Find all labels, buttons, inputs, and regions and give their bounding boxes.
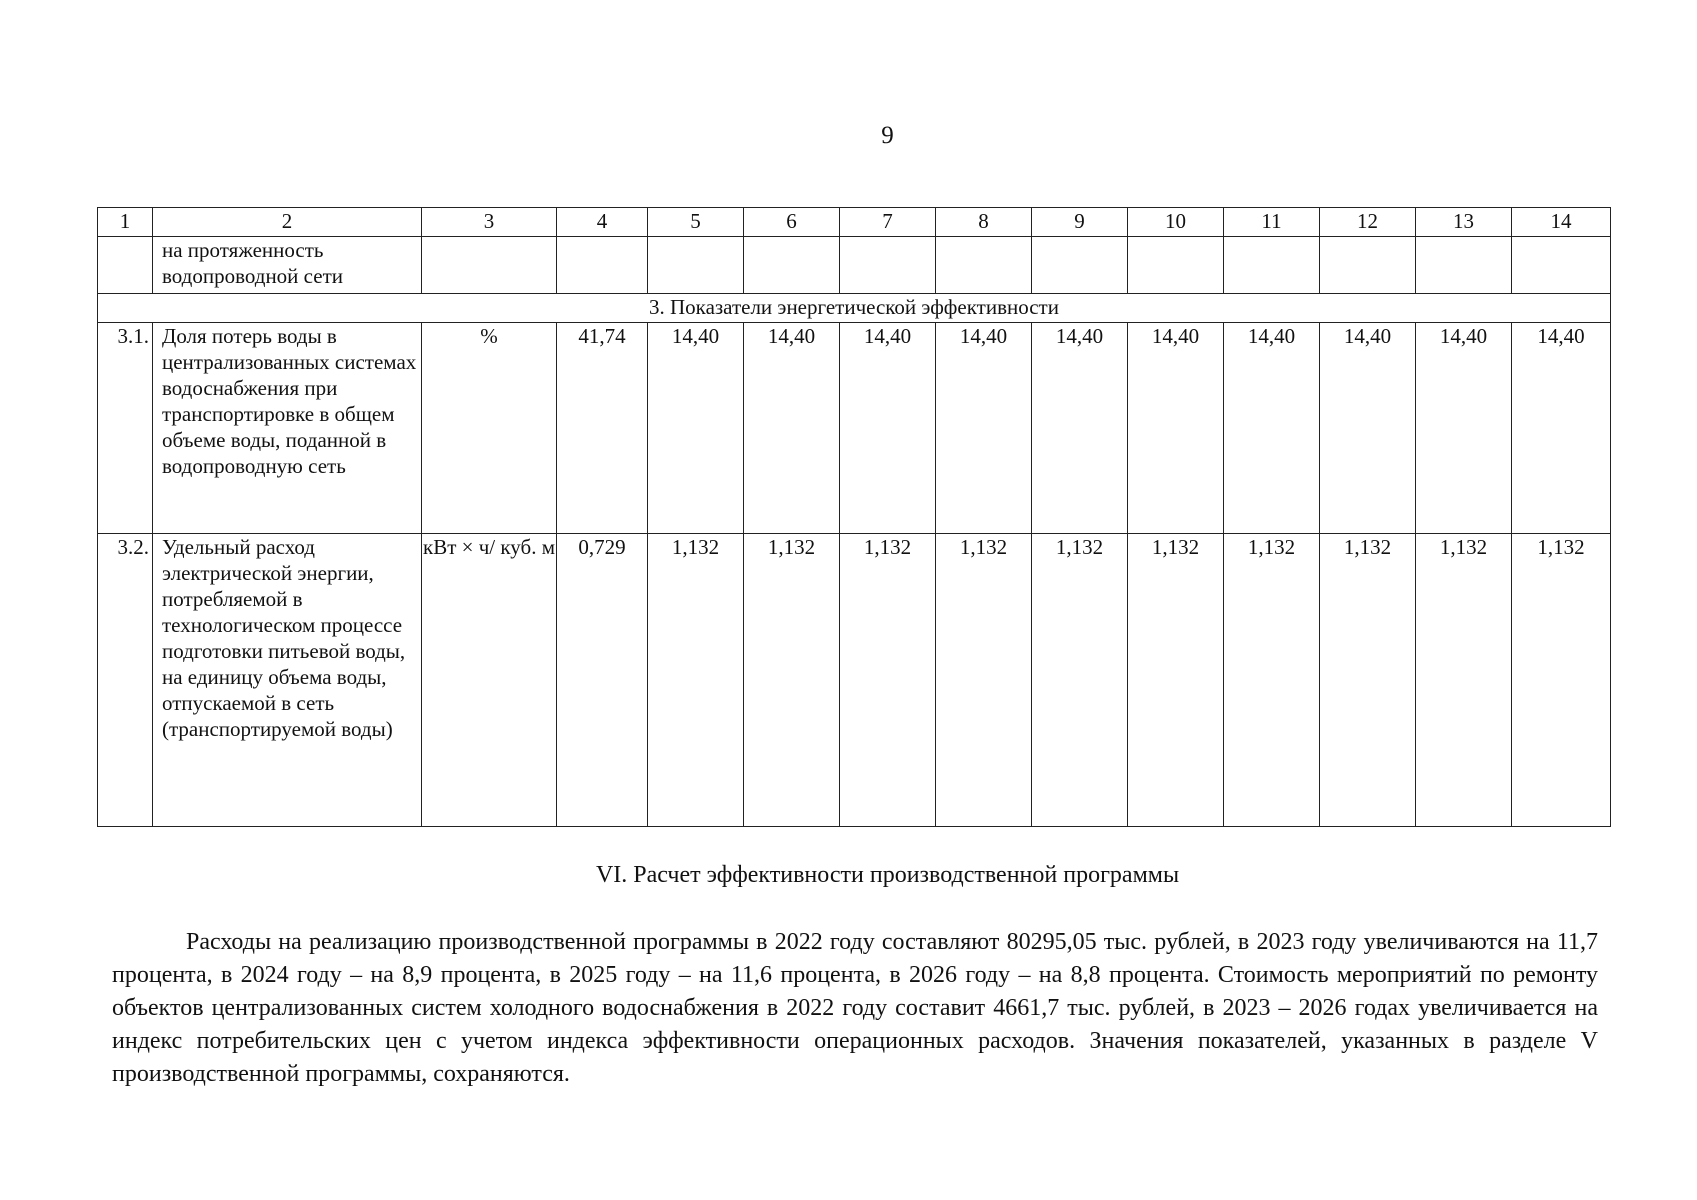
value-cell: 1,132 [1032, 534, 1128, 827]
empty-cell [1512, 237, 1611, 294]
column-number: 6 [744, 208, 840, 237]
column-number: 7 [840, 208, 936, 237]
value-cell: 1,132 [744, 534, 840, 827]
unit-cell: кВт × ч/ куб. м [422, 534, 557, 827]
value-cell: 14,40 [1032, 323, 1128, 534]
indicator-name: на протяженность водопроводной сети [153, 237, 422, 294]
value-cell: 14,40 [1512, 323, 1611, 534]
column-number: 13 [1416, 208, 1512, 237]
column-number: 10 [1128, 208, 1224, 237]
unit-cell: % [422, 323, 557, 534]
column-number: 2 [153, 208, 422, 237]
table-row [98, 237, 1611, 294]
indicators-table [97, 207, 1611, 827]
column-number: 12 [1320, 208, 1416, 237]
value-cell: 41,74 [557, 323, 648, 534]
section-heading: VI. Расчет эффективности производственной программы [595, 862, 1180, 888]
indicator-name: Доля потерь воды в централизованных системах водоснабжения при транспортировке в общем объеме воды, поданной в водопроводную сеть [153, 323, 422, 534]
section-title: 3. Показатели энергетической эффективности [98, 294, 1611, 323]
empty-cell [840, 237, 936, 294]
page-number: 9 [881, 122, 894, 149]
value-cell: 14,40 [936, 323, 1032, 534]
body-paragraph: Расходы на реализацию производственной программы в 2022 году составляют 80295,05 тыс. рублей, в 2023 году увеличиваются на 11,7 процента, в 2024 году – на 8,9 процента, в 2025 году – на 11,6 процента, в 2026 году – на 8,8 процента. Стоимость мероприятий по ремонту объектов централизованных систем холодного водоснабжения в 2022 году составит 4661,7 тыс. рублей, в 2023 – 2026 годах увеличивается на индекс потребительских цен с учетом индекса эффективности операционных расходов. Значения показателей, указанных в разделе V производственной программы, сохраняются. [112, 929, 1598, 1087]
value-cell: 14,40 [1128, 323, 1224, 534]
empty-cell [422, 237, 557, 294]
value-cell: 1,132 [1416, 534, 1512, 827]
empty-cell [648, 237, 744, 294]
value-cell: 1,132 [1320, 534, 1416, 827]
column-number: 8 [936, 208, 1032, 237]
column-number: 11 [1224, 208, 1320, 237]
column-number: 1 [98, 208, 153, 237]
table-row [98, 534, 1611, 827]
column-number: 4 [557, 208, 648, 237]
value-cell: 1,132 [936, 534, 1032, 827]
value-cell: 14,40 [840, 323, 936, 534]
column-number: 9 [1032, 208, 1128, 237]
section-title-row [98, 294, 1611, 323]
value-cell: 1,132 [840, 534, 936, 827]
empty-cell [1128, 237, 1224, 294]
empty-cell [1320, 237, 1416, 294]
row-number: 3.1. [98, 323, 153, 534]
empty-cell [936, 237, 1032, 294]
value-cell: 14,40 [744, 323, 840, 534]
column-number: 3 [422, 208, 557, 237]
row-number: 3.2. [98, 534, 153, 827]
empty-cell [1416, 237, 1512, 294]
value-cell: 1,132 [1128, 534, 1224, 827]
empty-cell [557, 237, 648, 294]
empty-cell [1224, 237, 1320, 294]
column-number: 5 [648, 208, 744, 237]
indicator-name: Удельный расход электрической энергии, потребляемой в технологическом процессе подготовки питьевой воды, на единицу объема воды, отпускаемой в сеть (транспортируемой воды) [153, 534, 422, 827]
row-number [98, 237, 153, 294]
column-number: 14 [1512, 208, 1611, 237]
table-row [98, 323, 1611, 534]
empty-cell [1032, 237, 1128, 294]
value-cell: 14,40 [1416, 323, 1512, 534]
value-cell: 14,40 [1320, 323, 1416, 534]
value-cell: 1,132 [1512, 534, 1611, 827]
value-cell: 14,40 [648, 323, 744, 534]
value-cell: 1,132 [1224, 534, 1320, 827]
column-number-row [98, 208, 1611, 237]
empty-cell [744, 237, 840, 294]
value-cell: 1,132 [648, 534, 744, 827]
value-cell: 0,729 [557, 534, 648, 827]
value-cell: 14,40 [1224, 323, 1320, 534]
